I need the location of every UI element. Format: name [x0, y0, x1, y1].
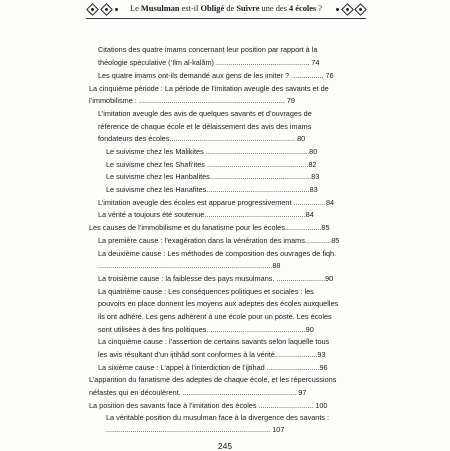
toc-line: néfastes qui en découlèrent. ........................................................ 97 — [89, 388, 307, 397]
ornament-icon — [341, 3, 354, 16]
toc-line: Le suivisme chez les Shafi‘ites ..................................................82 — [106, 160, 317, 169]
ornament-icon — [86, 3, 99, 16]
toc-line: Les causes de l’immobilisme et du fanatisme pour les écoles..................85 — [89, 223, 330, 232]
page-number: 245 — [217, 441, 233, 451]
toc-line: La cinquième cause : l’assertion de certains savants selon laquelle tous — [98, 337, 330, 346]
toc-line: La vérité a toujours été soutenue..................................................84 — [98, 210, 314, 219]
header-rule — [86, 18, 366, 19]
toc-line: Citations des quatre imams concernant leur position par rapport à la — [98, 45, 318, 54]
toc-line: l’immobilisme : ........................................................................ 79 — [89, 96, 295, 105]
toc-line: La sixième cause : L’appel à l’interdiction de l’ijtihad ..........................96 — [98, 363, 328, 372]
toc-line: La position des savants face à l’imitation des écoles ........................... 100 — [89, 401, 328, 410]
toc-line: référence de chaque école et le délaissement des avis des imams — [98, 122, 312, 131]
toc-line: ......................................................................................88 — [98, 261, 281, 270]
toc-line: sont utilisées à des fins politiques. ...............................................90 — [98, 325, 314, 334]
toc-line: La troisième cause : la faiblesse des pays musulmans. ........................90 — [98, 274, 334, 283]
toc-line: Le suivisme chez les Hanbalites..................................................83 — [106, 172, 320, 181]
ornament-icon — [100, 3, 113, 16]
toc-line: ................................................................................. 107 — [106, 425, 285, 434]
header-title: Le Musulman est-il Obligé de Suivre une des 4 écoles ? — [129, 4, 323, 13]
toc-line: La véritable position du musulman face à la divergence des savants : — [106, 413, 330, 422]
toc-line: L’apparition du fanatisme des adeptes de chaque école, et les répercussions — [89, 375, 337, 384]
running-header — [86, 4, 366, 18]
toc-line: Les quatre imams ont-ils demandé aux gens de les imiter ? ................ 76 — [98, 71, 334, 80]
toc-line: La deuxième cause : Les méthodes de composition des ouvrages de fiqh. — [98, 249, 337, 258]
toc-line: L’imitation aveugle des écoles est apparue progressivement ................84 — [98, 198, 335, 207]
toc-line: La première cause : l’exagération dans la vénération des imams.............85 — [98, 236, 340, 245]
toc-line: La cinquième période : La période de l’imitation aveugle des savants et de — [89, 84, 329, 93]
toc-line: L’imitation aveugle des avis de quelques savants et d’ouvrages de — [98, 109, 312, 118]
toc-line: pouvoirs en place donnent les moyens aux adeptes des écoles auxquelles — [98, 299, 339, 308]
toc-line: La quatrième cause : Les conséquences politiques et sociales : les — [98, 287, 314, 296]
bullet-dot — [115, 8, 118, 11]
toc-line: Le suivisme chez les Hanafites...................................................83 — [106, 185, 318, 194]
bullet-dot — [336, 8, 339, 11]
toc-line: Le suivisme chez les Malikites ...................................................80 — [106, 147, 318, 156]
toc-line: les avis résultant d’un ijtihâd sont conformes à la vérité.....................93 — [98, 350, 326, 359]
toc-line: théologie spéculative (‘Ilm al-kalâm) .............................................. 74 — [98, 58, 320, 67]
toc-line: ils ont adhéré. Les gens adhèrent à une école pour un poste. Les écoles — [98, 312, 332, 321]
toc-line: fondateurs des écoles.............................................................. 80 — [98, 134, 306, 143]
ornament-icon — [354, 3, 367, 16]
